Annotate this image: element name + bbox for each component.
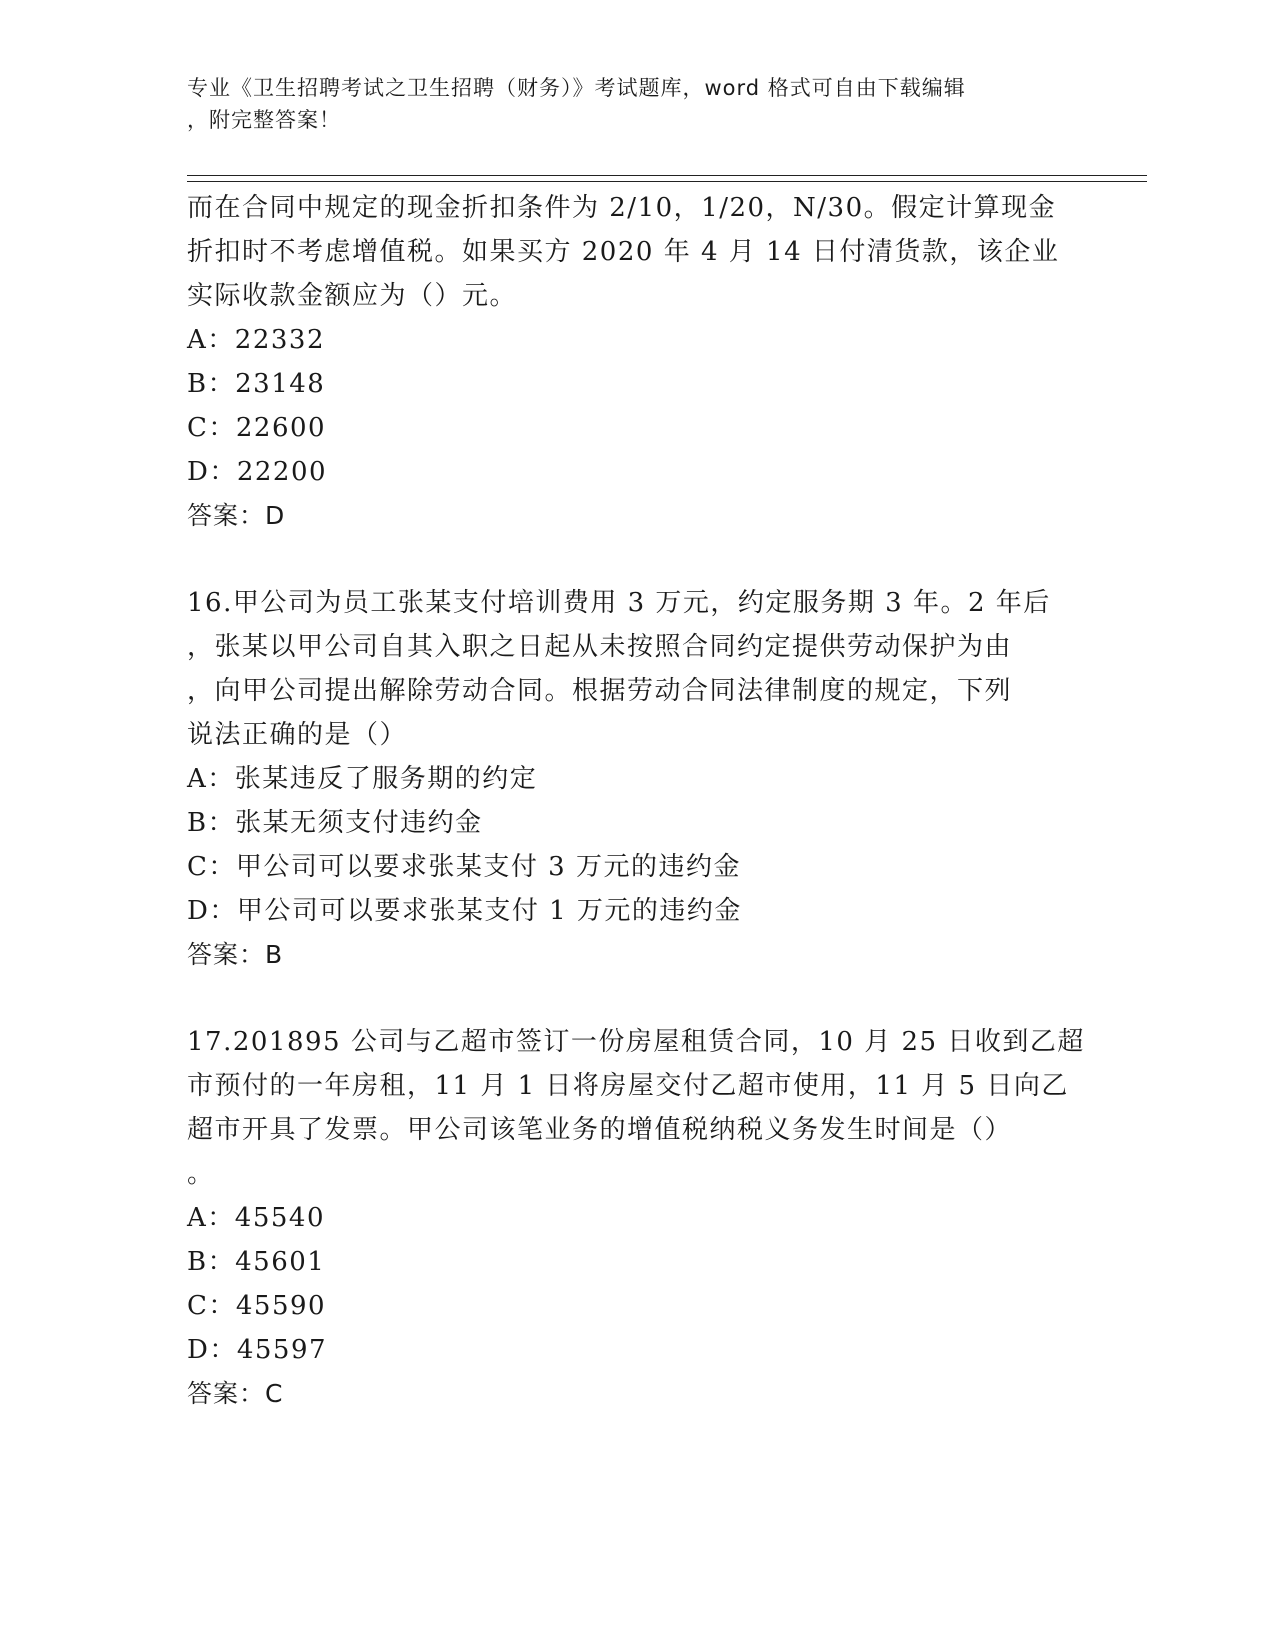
question-16-option-c: C：甲公司可以要求张某支付 3 万元的违约金	[187, 852, 741, 882]
header-line-2: ，附完整答案！	[187, 108, 341, 132]
question-15-answer: 答案：D	[187, 501, 286, 530]
header-divider-bottom	[187, 181, 1147, 182]
question-15-line-2: 折扣时不考虑增值税。如果买方 2020 年 4 月 14 日付清货款，该企业	[187, 237, 1060, 267]
question-17-line-1: 17.201895 公司与乙超市签订一份房屋租赁合同，10 月 25 日收到乙超	[187, 1027, 1085, 1057]
question-17-option-b: B：45601	[187, 1247, 326, 1277]
question-17-line-2: 市预付的一年房租，11 月 1 日将房屋交付乙超市使用，11 月 5 日向乙	[187, 1071, 1069, 1101]
question-16-line-3: ，向甲公司提出解除劳动合同。根据劳动合同法律制度的规定，下列	[187, 676, 1013, 706]
question-15-line-1: 而在合同中规定的现金折扣条件为 2/10，1/20，N/30。假定计算现金	[187, 193, 1057, 223]
question-16-line-2: ，张某以甲公司自其入职之日起从未按照合同约定提供劳动保护为由	[187, 632, 1013, 662]
question-16-option-d: D：甲公司可以要求张某支付 1 万元的违约金	[187, 896, 742, 926]
document-header	[187, 72, 1067, 136]
question-17-option-a: A：45540	[187, 1203, 325, 1233]
question-17-line-4: 。	[187, 1159, 215, 1189]
question-16-option-b: B：张某无须支付违约金	[187, 808, 483, 838]
question-17-line-3: 超市开具了发票。甲公司该笔业务的增值税纳税义务发生时间是（）	[187, 1115, 1013, 1145]
header-line-1: 专业《卫生招聘考试之卫生招聘（财务）》考试题库，word 格式可自由下载编辑	[187, 76, 966, 100]
question-16-line-4: 说法正确的是（）	[187, 720, 408, 750]
header-divider-top	[187, 175, 1147, 176]
question-15-option-a: A：22332	[187, 325, 325, 355]
question-15-line-3: 实际收款金额应为（）元。	[187, 281, 518, 311]
question-15-option-c: C：22600	[187, 413, 327, 443]
question-17-option-c: C：45590	[187, 1291, 327, 1321]
question-15-option-b: B：23148	[187, 369, 326, 399]
question-16-line-1: 16.甲公司为员工张某支付培训费用 3 万元，约定服务期 3 年。2 年后	[187, 588, 1051, 618]
question-16-option-a: A：张某违反了服务期的约定	[187, 764, 538, 794]
question-15-option-d: D：22200	[187, 457, 328, 487]
question-17-option-d: D：45597	[187, 1335, 328, 1365]
question-16-answer: 答案：B	[187, 940, 284, 969]
question-17-answer: 答案：C	[187, 1379, 284, 1408]
